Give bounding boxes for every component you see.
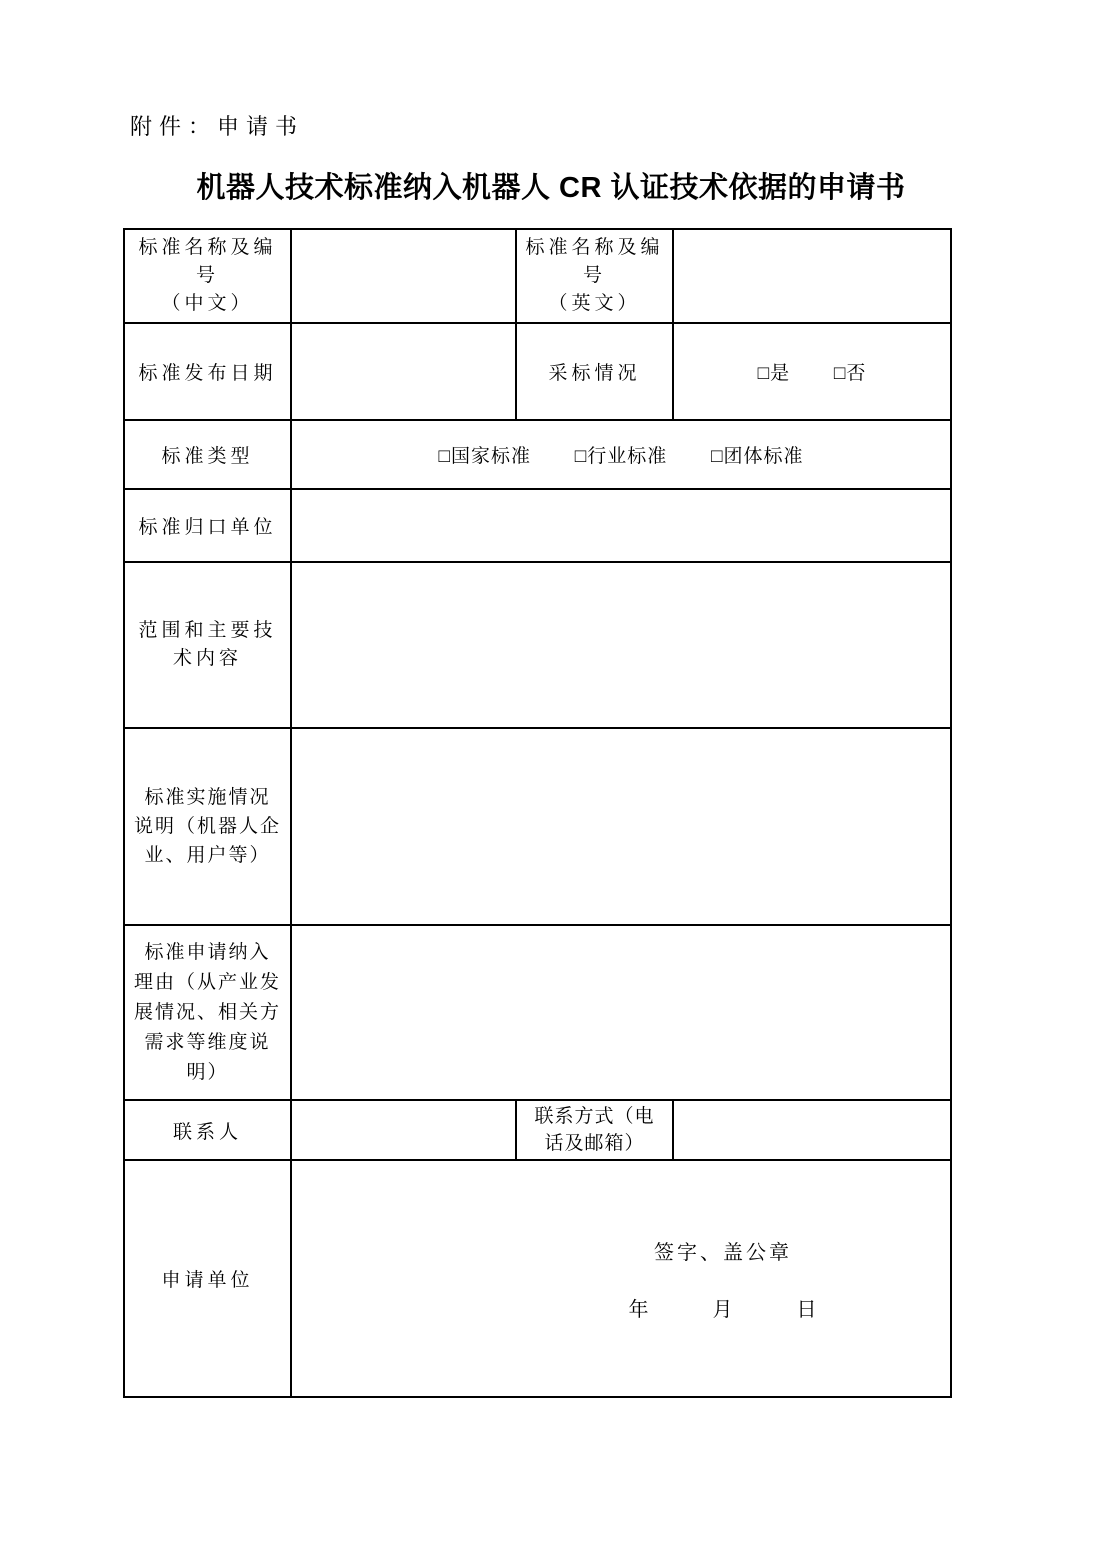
standard-name-cn-label (124, 229, 291, 323)
row-publish-date (124, 323, 951, 420)
standard-name-en-value[interactable] (673, 229, 951, 323)
row-contact (124, 1100, 951, 1160)
label-line: （中文） (161, 293, 254, 314)
attachment-label: 附件：申请书 (130, 114, 305, 139)
date-fill-line: 年 月 日 (628, 1298, 818, 1321)
label-line: 标准实施情况 (144, 787, 271, 808)
row-applicant-unit (124, 1160, 951, 1397)
contact-method-value[interactable] (673, 1100, 951, 1160)
label-line: 展情况、相关方 (133, 1001, 281, 1023)
label-line: 需求等维度说 (144, 1031, 271, 1053)
row-inclusion-reason (124, 925, 951, 1100)
label-line: 标准名称及编 (525, 237, 664, 258)
row-standard-type (124, 420, 951, 489)
label-line: 业、用户等） (144, 845, 271, 866)
label-line: 话及邮箱） (544, 1133, 645, 1154)
publish-date-value[interactable] (291, 323, 516, 420)
label-line: 理由（从产业发 (133, 971, 281, 993)
signature-seal-label: 签字、盖公章 (653, 1241, 792, 1264)
label-line: （英文） (548, 293, 641, 314)
publish-date-label: 标准发布日期 (124, 323, 291, 420)
row-centralized-unit (124, 489, 951, 562)
standard-name-en-label (516, 229, 673, 323)
centralized-unit-value[interactable] (291, 489, 951, 562)
checkbox-national-standard[interactable]: □国家标准 (438, 446, 531, 467)
contact-value[interactable] (291, 1100, 516, 1160)
scope-content-value[interactable] (291, 562, 951, 728)
inclusion-reason-value[interactable] (291, 925, 951, 1100)
contact-method-label (516, 1100, 673, 1160)
checkbox-group-standard[interactable]: □团体标准 (710, 446, 804, 467)
label-line: 标准名称及编 (138, 237, 277, 258)
label-line: 范围和主要技 (138, 620, 277, 641)
inclusion-reason-label (124, 925, 291, 1100)
adoption-label: 采标情况 (516, 323, 673, 420)
label-line: 明） (186, 1061, 229, 1083)
label-line: 术内容 (172, 648, 242, 669)
standard-type-label: 标准类型 (124, 420, 291, 489)
adoption-options (673, 323, 951, 420)
implementation-value[interactable] (291, 728, 951, 925)
standard-type-options (291, 420, 951, 489)
implementation-label (124, 728, 291, 925)
scope-content-label (124, 562, 291, 728)
applicant-unit-value[interactable] (291, 1160, 951, 1397)
contact-label: 联系人 (124, 1100, 291, 1160)
checkbox-yes[interactable]: □是 (757, 363, 791, 384)
label-line: 联系方式（电 (534, 1106, 655, 1127)
label-line: 标准申请纳入 (144, 941, 271, 963)
standard-name-cn-value[interactable] (291, 229, 516, 323)
label-line: 号 (195, 265, 219, 286)
label-line: 号 (582, 265, 606, 286)
label-line: 说明（机器人企 (133, 816, 281, 837)
application-form-table (123, 228, 952, 1398)
checkbox-no[interactable]: □否 (833, 363, 867, 384)
checkbox-industry-standard[interactable]: □行业标准 (574, 446, 668, 467)
row-implementation (124, 728, 951, 925)
signature-block (542, 1236, 904, 1322)
page-title: 机器人技术标准纳入机器人 CR 认证技术依据的申请书 (196, 172, 906, 204)
centralized-unit-label: 标准归口单位 (124, 489, 291, 562)
row-standard-name (124, 229, 951, 323)
row-scope-content (124, 562, 951, 728)
applicant-unit-label: 申请单位 (124, 1160, 291, 1397)
